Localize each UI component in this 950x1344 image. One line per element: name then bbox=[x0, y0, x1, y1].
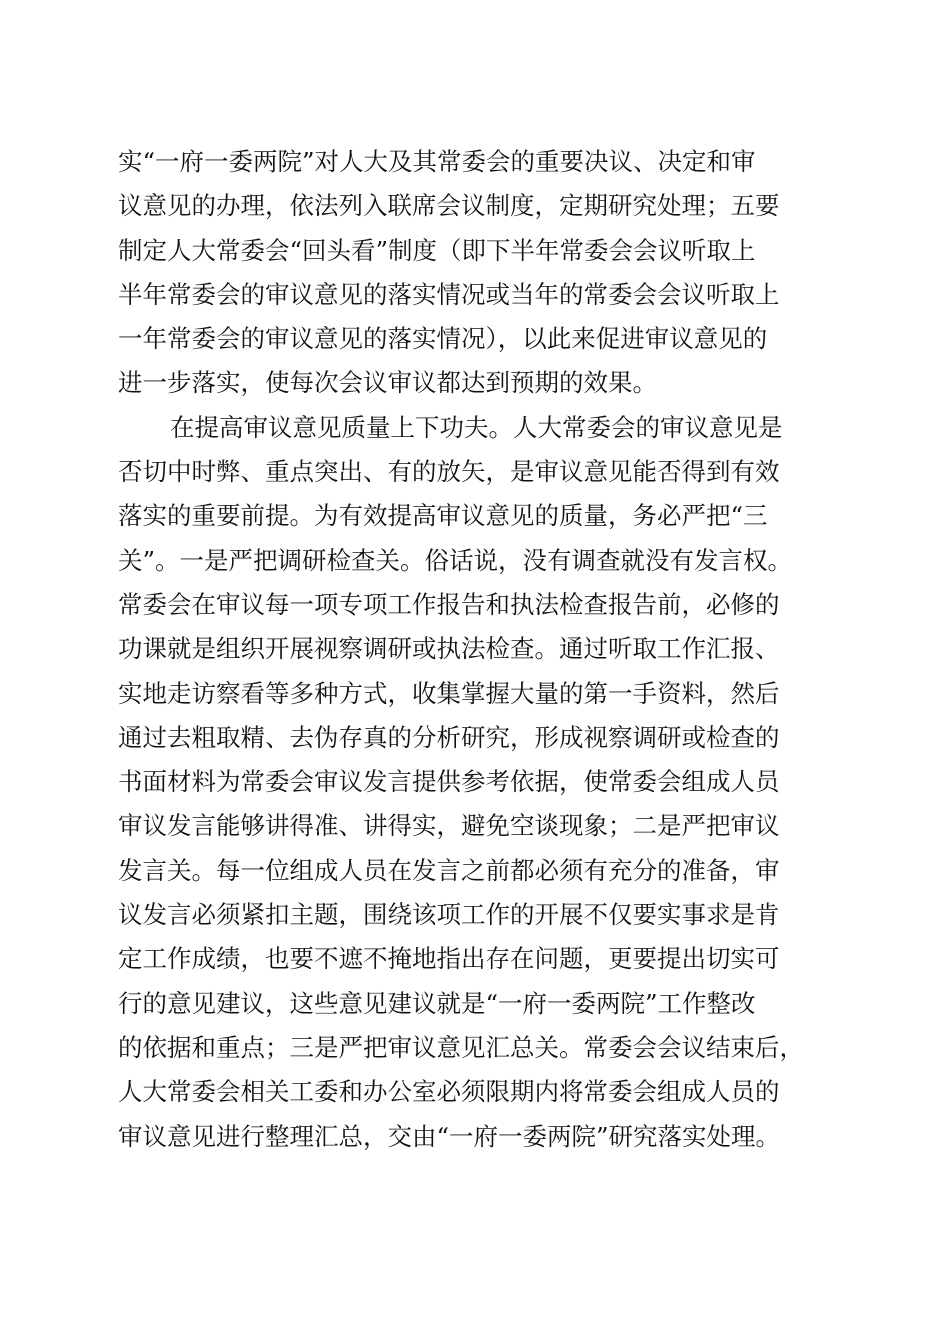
body-text bbox=[118, 140, 858, 1159]
text-line: 书面材料为常委会审议发言提供参考依据，使常委会组成人员 bbox=[118, 767, 780, 797]
text-line: 审议意见进行整理汇总，交由“一府一委两院”研究落实处理。 bbox=[118, 1121, 781, 1151]
text-line: 功课就是组织开展视察调研或执法检查。通过听取工作汇报、 bbox=[118, 634, 780, 664]
text-line: 半年常委会的审议意见的落实情况或当年的常委会会议听取上 bbox=[118, 279, 780, 309]
text-line: 议意见的办理，依法列入联席会议制度，定期研究处理；五要 bbox=[118, 191, 780, 221]
text-line: 否切中时弊、重点突出、有的放矢，是审议意见能否得到有效 bbox=[118, 457, 780, 487]
text-line: 关”。一是严把调研检查关。俗话说，没有调查就没有发言权。 bbox=[118, 545, 793, 575]
text-line: 进一步落实，使每次会议审议都达到预期的效果。 bbox=[118, 368, 657, 398]
text-line: 落实的重要前提。为有效提高审议意见的质量，务必严把“三 bbox=[118, 501, 768, 531]
text-line: 常委会在审议每一项专项工作报告和执法检查报告前，必修的 bbox=[118, 589, 780, 619]
text-line: 实“一府一委两院”对人大及其常委会的重要决议、决定和审 bbox=[118, 147, 756, 176]
text-line: 行的意见建议，这些意见建议就是“一府一委两院”工作整改 bbox=[118, 988, 756, 1018]
text-line: 制定人大常委会“回头看”制度（即下半年常委会会议听取上 bbox=[118, 235, 756, 265]
text-line: 人大常委会相关工委和办公室必须限期内将常委会组成人员的 bbox=[118, 1077, 780, 1107]
text-line: 议发言必须紧扣主题，围绕该项工作的开展不仅要实事求是肯 bbox=[118, 900, 780, 930]
text-line: 实地走访察看等多种方式，收集掌握大量的第一手资料，然后 bbox=[118, 678, 780, 708]
text-line: 一年常委会的审议意见的落实情况），以此来促进审议意见的 bbox=[118, 324, 768, 354]
text-line: 审议发言能够讲得准、讲得实，避免空谈现象；二是严把审议 bbox=[118, 811, 780, 841]
text-line: 的依据和重点；三是严把审议意见汇总关。常委会会议结束后， bbox=[118, 1032, 804, 1062]
text-line: 发言关。每一位组成人员在发言之前都必须有充分的准备，审 bbox=[118, 855, 780, 885]
text-line: 定工作成绩，也要不遮不掩地指出存在问题，更要提出切实可 bbox=[118, 944, 780, 974]
paragraph-first-line: 在提高审议意见质量上下功夫。人大常委会的审议意见是 bbox=[170, 412, 783, 442]
text-line: 通过去粗取精、去伪存真的分析研究，形成视察调研或检查的 bbox=[118, 722, 780, 752]
